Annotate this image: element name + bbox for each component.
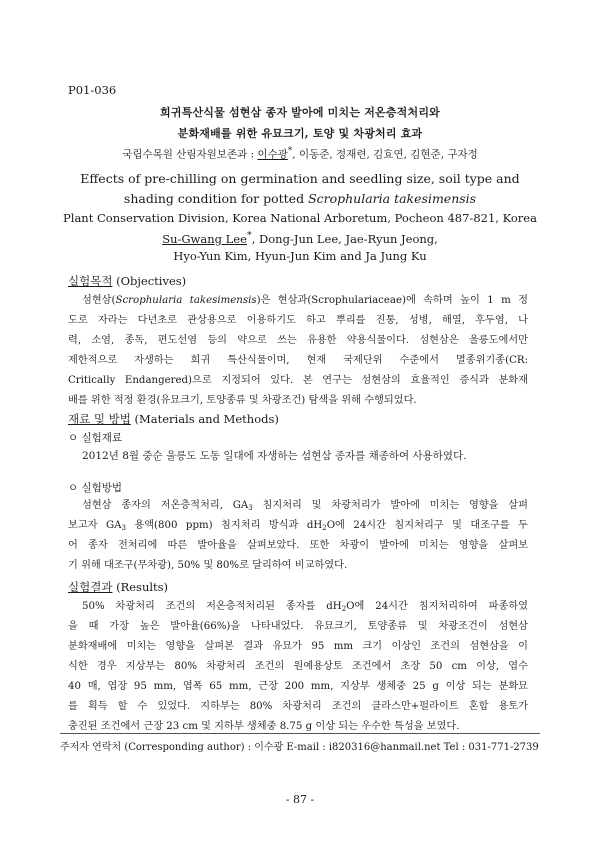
korean-corresponding-author: 이수광 <box>257 148 288 161</box>
english-corresponding-author: Su-Gwang Lee <box>162 231 247 246</box>
objectives-line: Critically Endangered)으로 지정되어 있다. 본 연구는 섬현삼의 효율적인 증식과 분화재 <box>68 375 528 386</box>
results-line: 분화재배에 미치는 영향을 살펴본 결과 유묘가 95 mm 크기 이상인 조건의 섬현삼을 이 <box>68 641 528 652</box>
species-name: Scrophularia takesimensis <box>308 191 477 206</box>
materials-subheading: ㅇ 실험재료 <box>68 432 123 444</box>
objectives-line: 력, 소염, 종독, 편도선염 등의 약으로 쓰는 유용한 약용식물이다. 섬현삼은 울릉도에서만 <box>68 335 528 346</box>
objectives-heading-en: (Objectives) <box>112 274 187 288</box>
korean-coauthors: , 이동준, 정재련, 김효연, 김현준, 구자정 <box>292 148 478 161</box>
objectives-line: 배를 위한 적정 환경(유묘크기, 토양종류 및 차광조건) 탐색을 위해 수행되었다. <box>68 395 417 406</box>
results-line: 충진된 조건에서 근장 23 cm 및 지하부 생체중 8.75 g 이상 되는 우수한 특성을 보였다. <box>68 721 460 732</box>
english-authors-line-2: Hyo-Yun Kim, Hyun-Jun Kim and Ja Jung Ku <box>173 249 427 263</box>
corresponding-author-footnote: 주저자 연락처 (Corresponding author) : 이수광 E-mail : i820316@hanmail.net Tel : 031-771-2739 <box>60 742 539 753</box>
objectives-line: 도로 자라는 다년초로 관상용으로 이용하기도 하고 뿌리를 진통, 성병, 해열, 후두염, 나 <box>68 315 528 326</box>
corresponding-mark: * <box>287 146 293 156</box>
methods-heading-kr: 재료 및 방법 <box>68 412 131 426</box>
methods-line: 섬현삼 종자의 저온층적처리, $GA_3$ 침지처리 및 차광처리가 발아에 미치는 영향을 살펴 <box>82 500 528 512</box>
results-line: 을 때 가장 높은 발아율(66%)을 나타내었다. 유묘크기, 토양종류 및 차광조건이 섬현삼 <box>68 621 528 632</box>
page-number: - 87 - <box>285 793 315 806</box>
korean-title-line-2: 분화재배를 위한 유묘크기, 토양 및 차광처리 효과 <box>177 127 423 140</box>
english-title-line-1: Effects of pre-chilling on germination and seedling size, soil type and <box>80 171 520 186</box>
english-authors-line-1 <box>40 230 560 246</box>
methods-line: 보고자 $GA_3$ 용액(800 ppm) 침지처리 방식과 $dH_2O$에 24시간 침지처리구 및 대조구를 두 <box>68 520 528 532</box>
methods-paragraph <box>68 496 528 576</box>
english-title-line-2 <box>40 191 560 206</box>
korean-affiliation: 국립수목원 산림자원보존과 : <box>122 148 258 161</box>
results-line: 식한 경우 지상부는 80% 차광처리 조건의 원예용상토 조건에서 초장 50 cm 이상, 엽수 <box>68 661 528 672</box>
objectives-heading-kr: 실험목적 <box>68 274 113 288</box>
results-line: 40 매, 엽장 95 mm, 엽폭 65 mm, 근장 200 mm, 지상부 생체중 25 g 이상 되는 분화묘 <box>68 681 528 692</box>
corresponding-mark-en: * <box>246 230 252 241</box>
english-coauthors-1: , Dong-Jun Lee, Jae-Ryun Jeong, <box>251 231 438 246</box>
results-line: 를 획득 할 수 있었다. 지하부는 80% 차광처리 조건의 클라스만+펄라이트 혼합 용토가 <box>68 701 528 712</box>
footnote-divider <box>60 733 540 734</box>
objectives-line: 제한적으로 자생하는 희귀 특산식물이며, 현재 국제단위 수준에서 멸종위기종(CR: <box>68 355 528 366</box>
methods-line: 어 종자 전처리에 따른 발아율을 살펴보았다. 또한 차광이 발아에 미치는 영향을 살펴보 <box>68 540 528 551</box>
results-paragraph <box>68 597 528 737</box>
korean-title-line-1: 희귀특산식물 섬현삼 종자 발아에 미치는 저온층적처리와 <box>160 106 440 119</box>
objectives-line: 섬현삼(Scrophularia takesimensis)은 현삼과(Scrophulariaceae)에 속하며 높이 1 m 정 <box>82 295 528 306</box>
results-heading-en: (Results) <box>112 580 169 594</box>
results-heading-kr: 실험결과 <box>68 580 113 594</box>
results-heading <box>68 579 168 595</box>
english-title-prefix: shading condition for potted <box>123 191 309 206</box>
methods-heading-en: (Materials and Methods) <box>130 412 279 426</box>
materials-text: 2012년 8월 중순 울릉도 도동 일대에 자생하는 섬현삼 종자를 채종하여 사용하였다. <box>82 450 467 462</box>
english-affiliation: Plant Conservation Division, Korea National Arboretum, Pocheon 487-821, Korea <box>63 211 537 225</box>
results-line: 50% 차광처리 조건의 저온층적처리된 종자를 $dH_2O$에 24시간 침지처리하여 파종하였 <box>82 601 528 613</box>
objectives-paragraph <box>68 291 528 411</box>
abstract-code: P01-036 <box>68 83 117 97</box>
korean-authors <box>40 146 560 162</box>
methods-heading <box>68 411 279 427</box>
objectives-heading <box>68 273 186 289</box>
methods-line: 기 위해 대조구(무차광), 50% 및 80%로 달리하여 비교하였다. <box>68 560 348 571</box>
method-subheading: ㅇ 실험방법 <box>68 482 123 494</box>
